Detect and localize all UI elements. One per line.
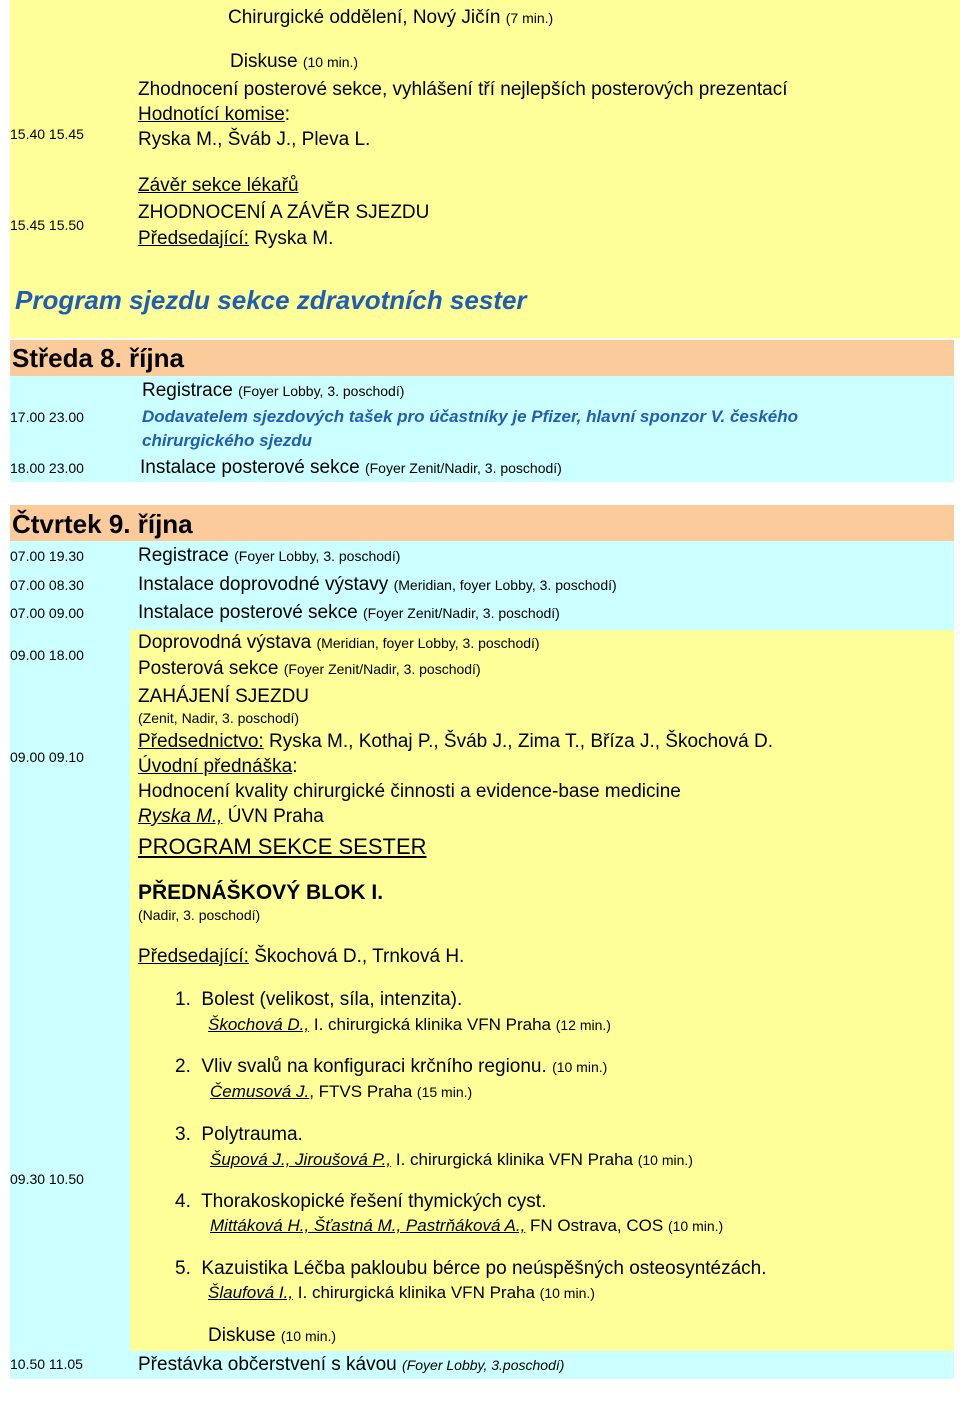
opening-title: ZAHÁJENÍ SJEZDU: [138, 686, 310, 707]
program-title: Program sjezdu sekce zdravotních sester: [15, 285, 527, 315]
wed-registration: Registrace (Foyer Lobby, 3. poschodí): [142, 380, 405, 401]
time-15-40: 15.40 15.45: [10, 126, 84, 142]
thu-time-r7: 10.50 11.05: [10, 1356, 83, 1372]
thu-poster-install: Instalace posterové sekce (Foyer Zenit/Nadir, 3. poschodí): [138, 602, 560, 623]
wed-time-18: 18.00 23.00: [10, 460, 84, 476]
opening-lecturer: Ryska M., ÚVN Praha: [138, 806, 324, 827]
closing-title: ZHODNOCENÍ A ZÁVĚR SJEZDU: [138, 202, 430, 223]
poster-evaluation: Zhodnocení posterové sekce, vyhlášení tří nejlepších posterových prezentací: [138, 79, 788, 100]
opening-lecture-title: Hodnocení kvality chirurgické činnosti a evidence-base medicine: [138, 781, 681, 802]
opening-location: (Zenit, Nadir, 3. poschodí): [138, 710, 300, 726]
chair-line: Předsedající: Ryska M.: [138, 228, 334, 249]
sponsor-text-1: Dodavatelem sjezdových tašek pro účastníky je Pfizer, hlavní sponzor V. českého: [142, 407, 799, 426]
talk-1-author: Škochová D., I. chirurgická klinika VFN Praha (12 min.): [208, 1015, 611, 1034]
sponsor-text-2: chirurgického sjezdu: [142, 431, 313, 450]
thu-registration: Registrace (Foyer Lobby, 3. poschodí): [138, 545, 401, 566]
talk-3-author: Šupová J., Jiroušová P., I. chirurgická klinika VFN Praha (10 min.): [210, 1150, 693, 1169]
committee-members: Ryska M., Šváb J., Pleva L.: [138, 129, 371, 150]
thu-exhibition: Doprovodná výstava (Meridian, foyer Lobby, 3. poschodí): [138, 632, 540, 653]
talk-5-title: 5. Kazuistika Léčba pakloubu bérce po neúspěšných osteosyntézách.: [175, 1258, 767, 1279]
opening-lecture-label: Úvodní přednáška:: [138, 756, 298, 777]
thu-time-r1: 07.00 19.30: [10, 548, 84, 564]
committee-label-line: Hodnotící komise:: [138, 104, 291, 125]
prev-talk-line: Chirurgické oddělení, Nový Jičín (7 min.): [228, 7, 554, 28]
presidium-line: Předsednictvo: Ryska M., Kothaj P., Šváb J., Zima T., Bříza J., Škochová D.: [138, 731, 774, 752]
thu-time-r2: 07.00 08.30: [10, 577, 84, 593]
block-chair-line: Předsedající: Škochová D., Trnková H.: [138, 946, 465, 967]
wed-time-17: 17.00 23.00: [10, 409, 84, 425]
thu-time-r5: 09.00 09.10: [10, 749, 84, 765]
wed-heading: Středa 8. října: [12, 343, 184, 373]
thu-time-r4: 09.00 18.00: [10, 647, 84, 663]
talk-5-author: Šlaufová I., I. chirurgická klinika VFN Praha (10 min.): [208, 1283, 595, 1302]
thu-heading: Čtvrtek 9. října: [12, 509, 193, 539]
talk-4-author: Mittáková H., Šťastná M., Pastrňáková A., FN Ostrava, COS (10 min.): [210, 1216, 724, 1235]
thu-cyan-left-strip: [10, 630, 130, 1351]
thu-exhibition-install: Instalace doprovodné výstavy (Meridian, foyer Lobby, 3. poschodí): [138, 574, 617, 595]
block-diskuse: Diskuse (10 min.): [208, 1325, 337, 1346]
thu-poster-section: Posterová sekce (Foyer Zenit/Nadir, 3. poschodí): [138, 658, 481, 679]
wed-poster-install: Instalace posterové sekce (Foyer Zenit/Nadir, 3. poschodí): [140, 457, 562, 478]
talk-1-title: 1. Bolest (velikost, síla, intenzita).: [175, 989, 463, 1010]
diskuse-line: Diskuse (10 min.): [230, 51, 359, 72]
talk-2-title: 2. Vliv svalů na konfiguraci krčního regionu. (10 min.): [175, 1056, 608, 1077]
nurse-program-title: PROGRAM SEKCE SESTER: [138, 834, 427, 859]
thu-time-r6: 09.30 10.50: [10, 1171, 84, 1187]
lecture-block-title: PŘEDNÁŠKOVÝ BLOK I.: [138, 881, 384, 904]
coffee-break: Přestávka občerstvení s kávou (Foyer Lobby, 3.poschodí): [138, 1354, 565, 1375]
talk-2-author: Čemusová J., FTVS Praha (15 min.): [210, 1082, 473, 1101]
end-section: Závěr sekce lékařů: [138, 175, 299, 196]
talk-4-title: 4. Thorakoskopické řešení thymických cyst.: [175, 1191, 547, 1212]
lecture-block-location: (Nadir, 3. poschodí): [138, 907, 261, 923]
talk-3-title: 3. Polytrauma.: [175, 1124, 303, 1145]
thu-time-r3: 07.00 09.00: [10, 605, 84, 621]
time-15-45: 15.45 15.50: [10, 217, 84, 233]
